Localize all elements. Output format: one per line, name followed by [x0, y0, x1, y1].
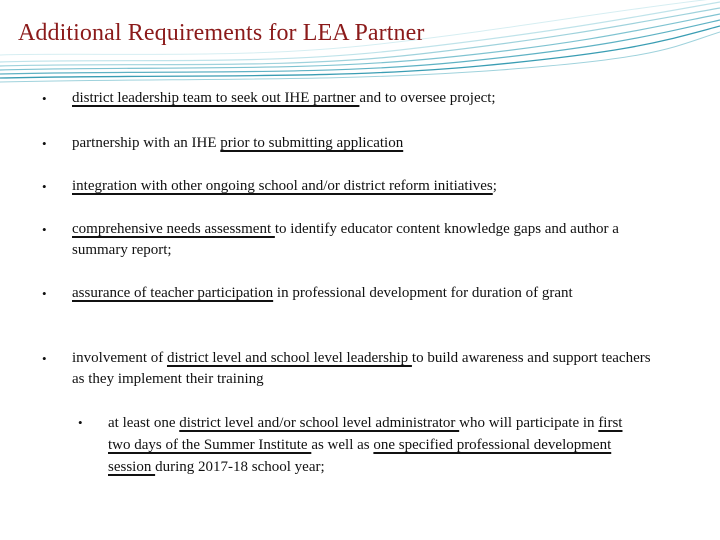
bullet-text-segment: district level and/or school level administrator — [179, 415, 460, 431]
bullet-text-segment: district level and school level leadership — [166, 350, 412, 366]
bullet-text-segment: and to oversee project; — [359, 90, 496, 106]
bullet-text-segment: first two days of the Summer Institute — [108, 415, 623, 453]
bullet-text-segment: ; — [492, 178, 497, 194]
sub-bullet-item — [78, 412, 648, 478]
slide-title: Additional Requirements for LEA Partner — [18, 20, 425, 46]
bullet-text — [72, 348, 652, 390]
bullet-item — [42, 88, 652, 109]
bullet-text-segment: comprehensive needs assessment — [72, 221, 275, 237]
bullet-text-segment: one specified professional development session — [108, 437, 612, 475]
bullet-item — [42, 283, 652, 304]
bullet-marker: • — [42, 222, 47, 237]
bullet-text — [72, 176, 652, 197]
bullet-item — [42, 348, 652, 390]
bullet-marker: • — [42, 91, 47, 106]
bullet-item — [42, 176, 652, 197]
bullet-text — [108, 412, 648, 478]
bullet-text-segment: at least one — [108, 415, 180, 431]
bullet-text-segment: during 2017-18 school year; — [155, 459, 325, 475]
bullet-marker: • — [42, 136, 47, 151]
bullet-text-segment: partnership with an IHE — [72, 135, 221, 151]
bullet-marker: • — [78, 415, 83, 430]
bullet-text — [72, 219, 652, 261]
bullet-text-segment: to build awareness and support teachers as they implement their training — [72, 350, 651, 387]
bullet-text — [72, 88, 652, 109]
bullet-marker: • — [42, 286, 47, 301]
bullet-text-segment: to identify educator content knowledge gaps and author a summary report; — [72, 221, 619, 258]
bullet-text-segment: assurance of teacher participation — [72, 285, 274, 301]
bullet-text-segment: in professional development for duration of grant — [273, 285, 573, 301]
bullet-marker: • — [42, 351, 47, 366]
bullet-text-segment: district leadership team to seek out IHE partner — [72, 90, 360, 106]
bullet-text-segment: who will participate in — [459, 415, 599, 431]
bullet-text-segment: integration with other ongoing school and/or district reform initiatives — [72, 178, 493, 194]
bullet-item — [42, 219, 652, 261]
bullet-text — [72, 133, 652, 154]
bullet-text — [72, 283, 652, 304]
bullet-text-segment: prior to submitting application — [220, 135, 404, 151]
bullet-text-segment: as well as — [311, 437, 374, 453]
bullet-text-segment: involvement of — [72, 350, 167, 366]
bullet-marker: • — [42, 179, 47, 194]
bullet-item — [42, 133, 652, 154]
